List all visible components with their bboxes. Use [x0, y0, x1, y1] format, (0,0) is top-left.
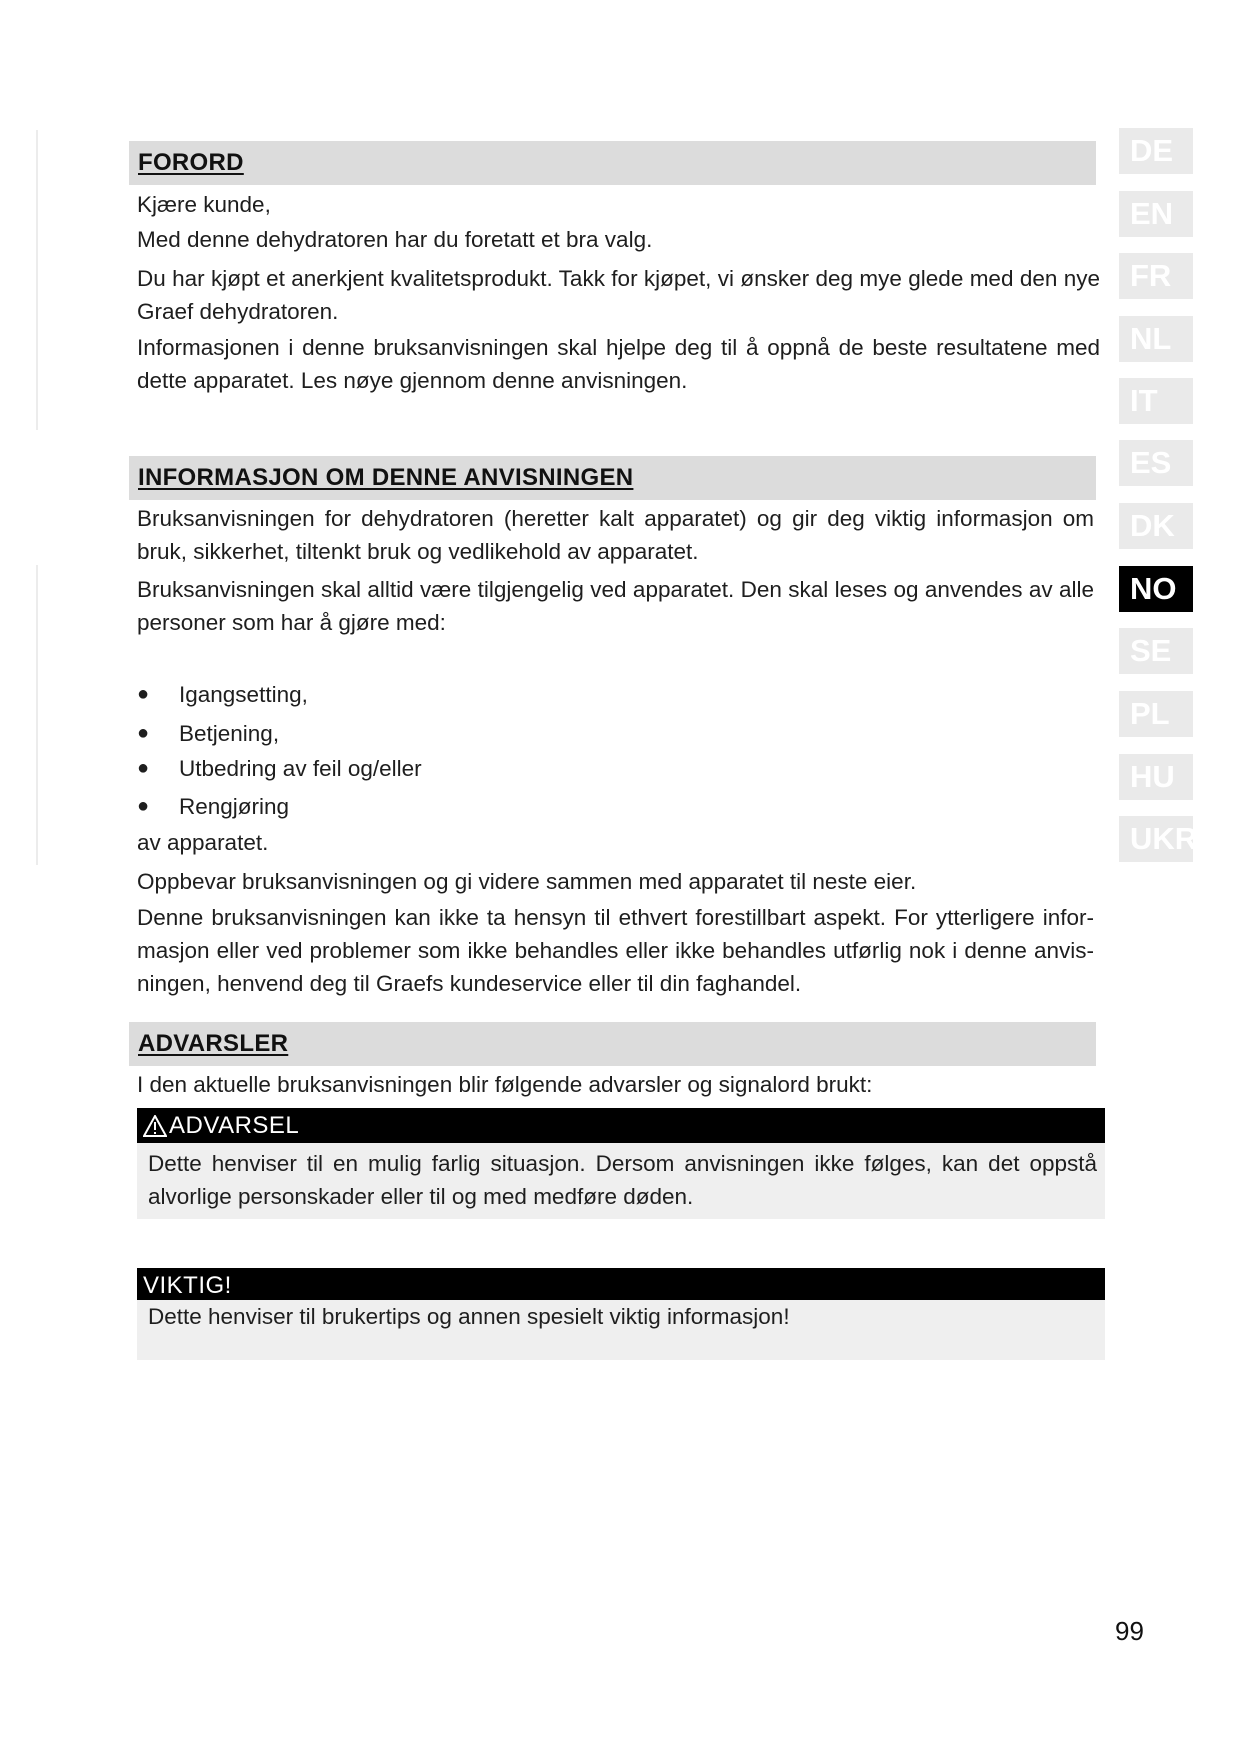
language-tab-pl[interactable]: PL	[1119, 691, 1193, 737]
section-heading-forord: FORORD	[129, 141, 1096, 185]
paragraph: av apparatet.	[137, 830, 269, 855]
language-tab-fr[interactable]: FR	[1119, 253, 1193, 299]
paragraph: I den aktuelle bruksanvisningen blir følgende advarsler og signalord brukt:	[137, 1072, 873, 1097]
language-tab-en[interactable]: EN	[1119, 191, 1193, 237]
greeting: Kjære kunde,	[137, 192, 271, 217]
paragraph: Informasjonen i denne bruksanvisningen skal hjelpe deg til å oppnå de beste resultatene med dette apparatet. Les nøye gjennom denne anvisningen.	[137, 335, 1100, 393]
paragraph: Oppbevar bruksanvisningen og gi videre sammen med apparatet til neste eier.	[137, 869, 917, 894]
important-text-box: Dette henviser til brukertips og annen spesielt viktig informasjon!	[137, 1300, 1105, 1360]
language-tab-dk[interactable]: DK	[1119, 503, 1193, 549]
warning-label-bar: ADVARSEL	[137, 1108, 1105, 1143]
paragraph: Bruksanvisningen for dehydratoren (heretter kalt apparatet) og gir deg viktig informasjon om bruk, sikkerhet, tiltenkt bruk og vedlikehold av apparatet.	[137, 506, 1094, 564]
language-tab-hu[interactable]: HU	[1119, 754, 1193, 800]
language-tab-se[interactable]: SE	[1119, 628, 1193, 674]
margin-mark	[36, 130, 38, 430]
language-tab-ukr[interactable]: UKR	[1119, 816, 1193, 862]
language-tab-es[interactable]: ES	[1119, 440, 1193, 486]
section-heading-informasjon: INFORMASJON OM DENNE ANVISNINGEN	[129, 456, 1096, 500]
language-tab-no[interactable]: NO	[1119, 566, 1193, 612]
page-number: 99	[1115, 1616, 1144, 1646]
language-tab-de[interactable]: DE	[1119, 128, 1193, 174]
paragraph: Bruksanvisningen skal alltid være tilgjengelig ved apparatet. Den skal leses og anvendes av alle personer som har å gjøre med:	[137, 577, 1094, 635]
important-label-bar: VIKTIG!	[137, 1268, 1105, 1303]
paragraph: Med denne dehydratoren har du foretatt et bra valg.	[137, 227, 653, 252]
paragraph: Du har kjøpt et anerkjent kvalitetsprodukt. Takk for kjøpet, vi ønsker deg mye glede med den nye Graef dehydratoren.	[137, 266, 1100, 324]
paragraph: Denne bruksanvisningen kan ikke ta hensyn til ethvert forestillbart aspekt. For ytterligere infor-masjon eller ved problemer som ikke behandles eller ikke behandles utførlig nok i denne anvis-ningen, henvend deg til Graefs kundeservice eller til din faghandel.	[137, 905, 1094, 996]
warning-triangle-icon	[143, 1115, 167, 1137]
language-tab-nl[interactable]: NL	[1119, 316, 1193, 362]
language-tab-it[interactable]: IT	[1119, 378, 1193, 424]
margin-mark	[36, 565, 38, 865]
warning-text-box: Dette henviser til en mulig farlig situasjon. Dersom anvisningen ikke følges, kan det oppstå alvorlige personskader eller til og med medføre døden.	[137, 1143, 1105, 1219]
section-heading-advarsler: ADVARSLER	[129, 1022, 1096, 1066]
